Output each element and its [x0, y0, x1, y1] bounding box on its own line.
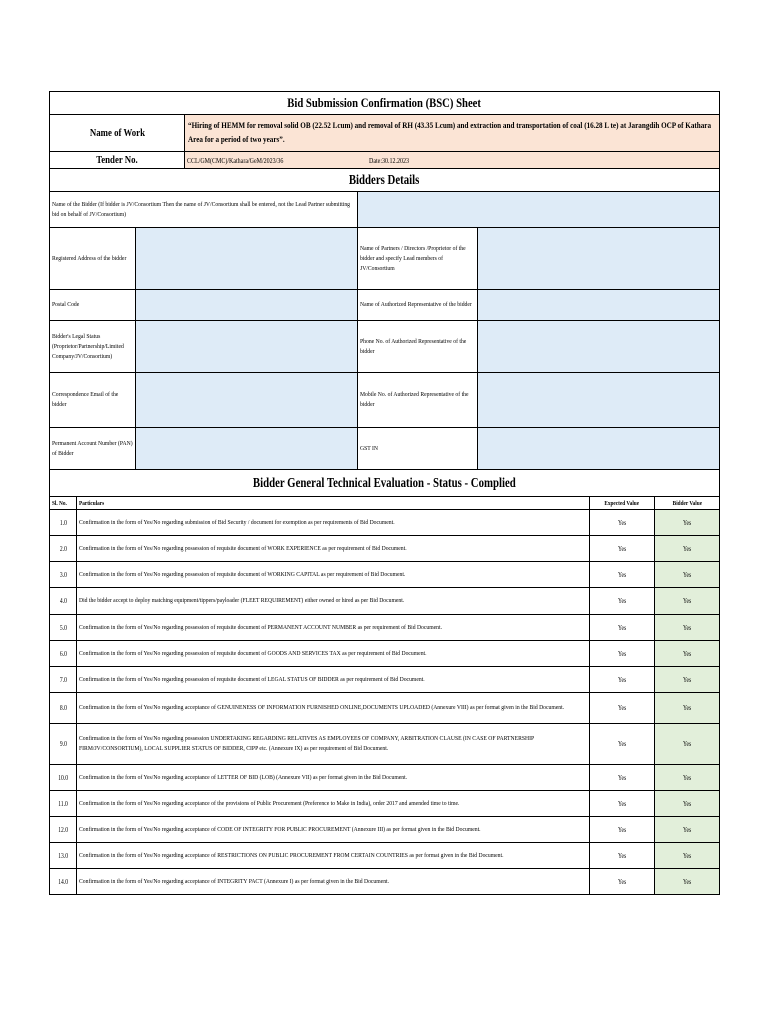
row-bidder-text: Yes: [682, 544, 692, 553]
row-expected-text: Yes: [617, 675, 627, 684]
header-table: [49, 91, 720, 192]
row-sl: [50, 791, 77, 817]
gst-label: GST IN: [360, 444, 379, 452]
row-particulars-text: Confirmation in the form of Yes/No regarding acceptance of GENUINENESS OF INFORMATION FURNISHED ONLINE,DOCUMENTS UPLOADED (Annexure VIII) as per format given in the Bid Document.: [79, 704, 565, 711]
name-of-work-label: Name of Work: [89, 127, 145, 139]
row-particulars: [77, 724, 590, 765]
row-particulars: [77, 562, 590, 588]
row-particulars-text: Confirmation in the form of Yes/No regarding possession of requisite document of PERMANENT ACCOUNT NUMBER as per requirement of Bid Document.: [79, 623, 442, 631]
address-label: Registered Address of the bidder: [52, 254, 127, 262]
row-expected-text: Yes: [617, 704, 627, 712]
table-row: [50, 641, 720, 667]
row-bidder-value[interactable]: [655, 588, 720, 615]
col-expected-text: Expected Value: [604, 499, 640, 507]
col-particulars-header: [77, 497, 590, 510]
table-row: [50, 536, 720, 562]
email-input[interactable]: [136, 373, 358, 428]
evaluation-title: Bidder General Technical Evaluation - Status - Complied: [253, 475, 516, 490]
row-particulars: [77, 510, 590, 536]
col-bidder-text: Bidder Value: [672, 499, 702, 507]
bidders-title-cell: [50, 169, 720, 192]
row-bidder-text: Yes: [682, 570, 692, 579]
row-sl: [50, 843, 77, 869]
phone-input[interactable]: [478, 321, 720, 373]
row-particulars: [77, 791, 590, 817]
row-expected-text: Yes: [617, 597, 627, 605]
row-sl-text: 3.0: [59, 570, 67, 579]
row-expected-value: [590, 588, 655, 615]
row-expected-value: [590, 791, 655, 817]
row-expected-value: [590, 536, 655, 562]
table-row: [50, 510, 720, 536]
row-bidder-text: Yes: [682, 704, 692, 712]
row-sl-text: 6.0: [59, 649, 67, 658]
row-sl: [50, 588, 77, 615]
row-bidder-text: Yes: [682, 740, 692, 748]
row-bidder-text: Yes: [682, 597, 692, 605]
row-bidder-text: Yes: [682, 675, 692, 684]
tender-value-cell: [185, 152, 720, 169]
row-bidder-value[interactable]: [655, 536, 720, 562]
row-sl: [50, 869, 77, 895]
row-expected-text: Yes: [617, 740, 627, 748]
row-sl-text: 13.0: [58, 851, 68, 860]
row-particulars: [77, 615, 590, 641]
email-label: Correspondence Email of the bidder: [52, 391, 119, 408]
row-particulars-text: Confirmation in the form of Yes/No regarding possession of requisite document of LEGAL STATUS OF BIDDER as per requirement of Bid Document.: [79, 675, 425, 683]
row-bidder-value[interactable]: [655, 641, 720, 667]
row-sl: [50, 817, 77, 843]
table-row: [50, 693, 720, 724]
table-row: [50, 588, 720, 615]
auth-rep-input[interactable]: [478, 290, 720, 321]
row-expected-value: [590, 667, 655, 693]
table-row: [50, 724, 720, 765]
row-expected-value: [590, 562, 655, 588]
row-sl-text: 2.0: [59, 544, 67, 553]
col-bidder-header: [655, 497, 720, 510]
row-sl-text: 10.0: [58, 773, 68, 782]
table-row: [50, 615, 720, 641]
row-sl-text: 8.0: [59, 704, 67, 712]
name-of-work-value-cell: [185, 115, 720, 152]
row-sl: [50, 562, 77, 588]
col-particulars-text: Particulars: [79, 499, 105, 507]
row-expected-text: Yes: [617, 544, 627, 553]
table-row: [50, 562, 720, 588]
row-particulars-text: Did the bidder accept to deploy matching equipment/tippers/payloader (FLEET REQUIREMENT) either owned or hired as per Bid Document.: [79, 597, 405, 604]
row-particulars: [77, 765, 590, 791]
table-row: [50, 843, 720, 869]
bidders-details-title: Bidders Details: [349, 172, 420, 187]
row-sl: [50, 724, 77, 765]
row-expected-text: Yes: [617, 877, 627, 886]
legal-label-cell: [50, 321, 136, 373]
row-bidder-value[interactable]: [655, 765, 720, 791]
row-particulars-text: Confirmation in the form of Yes/No regarding possession of requisite document of GOODS AND SERVICES TAX as per requirement of Bid Document.: [79, 649, 427, 657]
row-particulars: [77, 536, 590, 562]
row-particulars: [77, 869, 590, 895]
row-particulars-text: Confirmation in the form of Yes/No regarding submission of Bid Security / document for exemption as per requirements of Bid Document.: [79, 518, 395, 526]
row-expected-text: Yes: [617, 649, 627, 658]
row-expected-value: [590, 510, 655, 536]
partners-label-cell: [358, 228, 478, 290]
auth-rep-label-cell: [358, 290, 478, 321]
row-particulars: [77, 667, 590, 693]
row-particulars-text: Confirmation in the form of Yes/No regarding acceptance of RESTRICTIONS ON PUBLIC PROCUREMENT FROM CERTAIN COUNTRIES as per format given in the Bid Document.: [79, 851, 504, 859]
row-expected-value: [590, 817, 655, 843]
col-expected-header: [590, 497, 655, 510]
row-bidder-text: Yes: [682, 773, 692, 782]
partners-input[interactable]: [478, 228, 720, 290]
postal-label: Postal Code: [52, 301, 80, 308]
tender-label: Tender No.: [96, 154, 138, 166]
row-bidder-value[interactable]: [655, 693, 720, 724]
partners-label: Name of Partners / Directors /Proprietor of the bidder and specify Lead members of JV/Consortium: [360, 244, 466, 272]
row-expected-text: Yes: [617, 623, 627, 632]
row-expected-value: [590, 869, 655, 895]
row-bidder-text: Yes: [682, 649, 692, 658]
row-bidder-value[interactable]: [655, 869, 720, 895]
tender-value: CCL/GM(CMC)/Kathara/GeM/2023/36: [187, 155, 284, 165]
table-row: [50, 765, 720, 791]
row-sl-text: 12.0: [58, 825, 68, 834]
row-sl: [50, 615, 77, 641]
legal-input[interactable]: [136, 321, 358, 373]
row-particulars-text: Confirmation in the form of Yes/No regarding possession of requisite document of WORK EXPERIENCE as per requirement of Bid Document.: [79, 544, 407, 552]
row-sl: [50, 510, 77, 536]
bsc-sheet: [49, 91, 719, 895]
address-input[interactable]: [136, 228, 358, 290]
sheet-title: Bid Submission Confirmation (BSC) Sheet: [287, 95, 482, 110]
row-sl-text: 14.0: [58, 877, 68, 886]
row-particulars-text: Confirmation in the form of Yes/No regarding acceptance of the provisions of Public Procurement (Preference to Make in India), order 2017 and amended time to time.: [79, 799, 460, 807]
row-expected-value: [590, 693, 655, 724]
sheet-title-cell: [50, 92, 720, 115]
row-expected-value: [590, 765, 655, 791]
col-sl-text: Sl. No.: [52, 499, 67, 507]
row-expected-value: [590, 615, 655, 641]
row-bidder-value[interactable]: [655, 615, 720, 641]
row-sl: [50, 765, 77, 791]
row-bidder-text: Yes: [682, 518, 692, 527]
table-row: [50, 667, 720, 693]
mobile-label: Mobile No. of Authorized Representative of the bidder: [360, 391, 469, 408]
row-bidder-value[interactable]: [655, 791, 720, 817]
evaluation-rows: [50, 510, 720, 895]
row-sl-text: 7.0: [59, 675, 67, 684]
gst-label-cell: [358, 428, 478, 470]
phone-label: Phone No. of Authorized Representative of the bidder: [360, 337, 467, 355]
row-particulars-text: Confirmation in the form of Yes/No regarding possession of requisite document of WORKING CAPITAL as per requirement of Bid Document.: [79, 570, 406, 578]
row-expected-value: [590, 843, 655, 869]
row-particulars-text: Confirmation in the form of Yes/No regarding acceptance of INTEGRITY PACT (Annexure I) as per format given in the Bid Document.: [79, 877, 390, 885]
row-sl-text: 11.0: [58, 799, 68, 808]
tender-label-cell: [50, 152, 185, 169]
row-bidder-value[interactable]: [655, 562, 720, 588]
name-of-work-label-cell: [50, 115, 185, 152]
row-expected-text: Yes: [617, 773, 627, 782]
bidder-name-label: Name of the Bidder (If bidder is JV/Consortium Then the name of JV/Consortium shall be entered, not the Lead Partner submitting bid on behalf of JV/Consortium): [52, 200, 351, 218]
row-sl-text: 4.0: [59, 597, 67, 605]
row-particulars-text: Confirmation in the form of Yes/No regarding possession UNDERTAKING REGARDING RELATIVES AS EMPLOYEES OF COMPANY, ARBITRATION CLAUSE (IN CASE OF PARTNERSHIP FIRM/JV/CONSORTIUM), LOCAL SUPPLIER STATUS OF BIDDER, CIPP etc. (Annexure IX) as per requirement of Bid Document.: [79, 735, 534, 752]
row-expected-text: Yes: [617, 825, 627, 834]
name-of-work-value: “Hiring of HEMM for removal solid OB (22.52 Lcum) and removal of RH (43.35 Lcum) and extraction and transportation of coal (16.28 L te) at Jarangdih OCP of Kathara Area for a period of two years”.: [188, 121, 712, 144]
email-label-cell: [50, 373, 136, 428]
mobile-input[interactable]: [478, 373, 720, 428]
row-bidder-text: Yes: [682, 623, 692, 632]
row-particulars-text: Confirmation in the form of Yes/No regarding acceptance of LETTER OF BID (LOB) (Annexure VII) as per format given in the Bid Document.: [79, 773, 408, 781]
evaluation-table: [49, 469, 720, 895]
row-particulars: [77, 588, 590, 615]
row-particulars: [77, 693, 590, 724]
table-row: [50, 817, 720, 843]
pan-label: Permanent Account Number (PAN) of Bidder: [52, 439, 133, 457]
bidder-name-input[interactable]: [358, 192, 720, 228]
bidders-table: [49, 191, 720, 470]
row-expected-value: [590, 641, 655, 667]
row-bidder-value[interactable]: [655, 667, 720, 693]
row-expected-text: Yes: [617, 851, 627, 860]
pan-label-cell: [50, 428, 136, 470]
legal-label: Bidder's Legal Status (Proprietor/Partnership/Limited Company/JV/Consortium): [52, 332, 124, 360]
postal-input[interactable]: [136, 290, 358, 321]
table-row: [50, 869, 720, 895]
row-sl: [50, 641, 77, 667]
row-particulars: [77, 641, 590, 667]
row-sl-text: 1.0: [59, 518, 67, 527]
row-bidder-text: Yes: [682, 877, 692, 886]
pan-input[interactable]: [136, 428, 358, 470]
col-sl-header: [50, 497, 77, 510]
row-expected-text: Yes: [617, 799, 627, 808]
row-sl-text: 5.0: [59, 623, 67, 632]
row-bidder-text: Yes: [682, 851, 692, 860]
row-particulars: [77, 817, 590, 843]
address-label-cell: [50, 228, 136, 290]
row-particulars-text: Confirmation in the form of Yes/No regarding acceptance of CODE OF INTEGRITY FOR PUBLIC PROCUREMENT (Annexure III) as per format given in the Bid Document.: [79, 825, 481, 833]
row-expected-text: Yes: [617, 518, 627, 527]
bidder-name-label-cell: [50, 192, 358, 228]
row-particulars: [77, 843, 590, 869]
row-sl: [50, 536, 77, 562]
row-sl: [50, 693, 77, 724]
postal-label-cell: [50, 290, 136, 321]
tender-date: Date:30.12.2023: [368, 155, 409, 165]
row-expected-text: Yes: [617, 570, 627, 579]
row-bidder-text: Yes: [682, 825, 692, 834]
evaluation-title-cell: [50, 470, 720, 497]
row-bidder-value[interactable]: [655, 724, 720, 765]
mobile-label-cell: [358, 373, 478, 428]
phone-label-cell: [358, 321, 478, 373]
row-sl: [50, 667, 77, 693]
gst-input[interactable]: [478, 428, 720, 470]
row-bidder-text: Yes: [682, 799, 692, 808]
row-expected-value: [590, 724, 655, 765]
auth-rep-label: Name of Authorized Representative of the bidder: [360, 301, 472, 308]
table-row: [50, 791, 720, 817]
row-bidder-value[interactable]: [655, 510, 720, 536]
row-sl-text: 9.0: [59, 740, 67, 748]
row-bidder-value[interactable]: [655, 817, 720, 843]
row-bidder-value[interactable]: [655, 843, 720, 869]
